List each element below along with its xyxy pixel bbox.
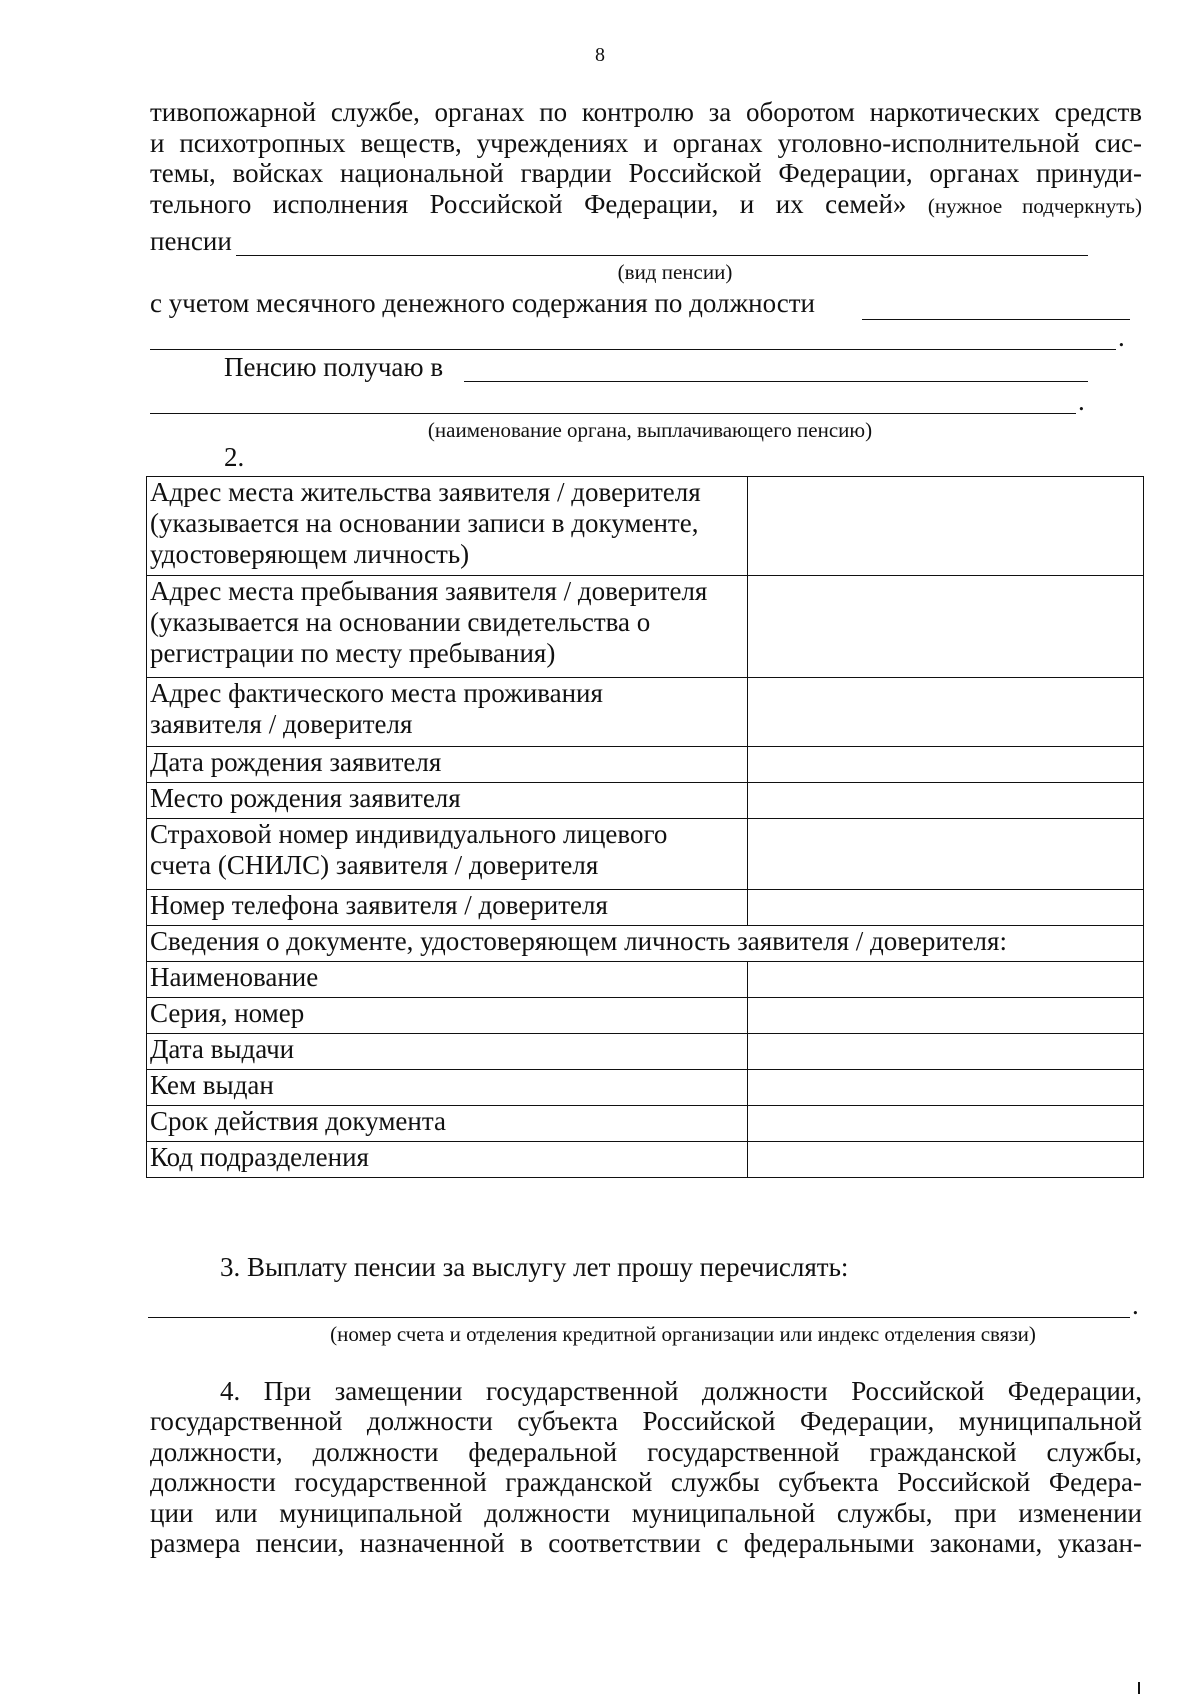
row-label: Дата рождения заявителя [147, 747, 748, 783]
table-row [147, 962, 1144, 998]
row-label: Адрес места пребывания заявителя / доверителя (указывается на основании свидетельства о регистрации по месту пребывания) [147, 576, 748, 678]
salary-label: с учетом месячного денежного содержания по должности [150, 288, 815, 318]
receive-caption: (наименование органа, выплачивающего пенсию) [427, 418, 873, 442]
row-label: Адрес места жительства заявителя / доверителя (указывается на основании записи в документе, удостоверяющем личность) [147, 477, 748, 576]
applicant-data-table [146, 476, 1144, 1178]
section-4-paragraph [150, 1376, 1142, 1558]
table-row [147, 1106, 1144, 1142]
intro-line: тивопожарной службе, органах по контролю за оборотом наркотических средств [150, 97, 1142, 127]
pension-type-caption: (вид пенсии) [617, 260, 733, 284]
table-row [147, 678, 1144, 747]
intro-paragraph [150, 97, 1142, 221]
intro-line: темы, войсках национальной гвардии Российской Федерации, органах принуди- [150, 158, 1142, 188]
intro-line: и психотропных веществ, учреждениях и органах уголовно-исполнительной сис- [150, 127, 1142, 158]
row-label: Номер телефона заявителя / доверителя [147, 890, 748, 926]
row-value-field[interactable] [748, 962, 1144, 998]
row-label: Наименование [147, 962, 748, 998]
row-value-field[interactable] [748, 998, 1144, 1034]
period: . [1132, 1290, 1139, 1320]
table-row [147, 576, 1144, 678]
period: . [1118, 322, 1125, 352]
row-value-field[interactable] [748, 747, 1144, 783]
table-row [147, 819, 1144, 890]
scan-mark [1138, 1682, 1140, 1694]
underline-note: (нужное подчеркнуть) [927, 193, 1142, 218]
salary-position-field[interactable] [862, 292, 1130, 320]
section-4-line: ции или муниципальной должности муниципальной службы, при изменении [150, 1497, 1142, 1528]
section-3-text: 3. Выплату пенсии за выслугу лет прошу перечислять: [220, 1252, 849, 1282]
row-value-field[interactable] [748, 1070, 1144, 1106]
row-label: Адрес фактического места проживания заявителя / доверителя [147, 678, 748, 747]
row-label: Код подразделения [147, 1142, 748, 1178]
page-number: 8 [595, 44, 605, 66]
table-row [147, 1142, 1144, 1178]
bank-account-field[interactable] [148, 1290, 1130, 1318]
section-4-line: должности, должности федеральной государственной гражданской службы, [150, 1436, 1142, 1467]
row-label: Дата выдачи [147, 1034, 748, 1070]
table-row [147, 1034, 1144, 1070]
table-row [147, 747, 1144, 783]
table-row [147, 1070, 1144, 1106]
row-value-field[interactable] [748, 477, 1144, 576]
section-4-line: должности государственной гражданской службы субъекта Российской Федера- [150, 1467, 1142, 1498]
intro-line: тельного исполнения Российской Федерации, и их семей» (нужное подчеркнуть) [150, 188, 1142, 219]
pension-type-field[interactable] [236, 228, 1088, 256]
table-row [147, 998, 1144, 1034]
row-value-field[interactable] [748, 678, 1144, 747]
table-row [147, 926, 1144, 962]
row-label: Место рождения заявителя [147, 783, 748, 819]
paying-body-field-2[interactable] [150, 386, 1076, 414]
table-row [147, 477, 1144, 576]
receive-label: Пенсию получаю в [224, 352, 444, 382]
section-2-number: 2. [224, 442, 245, 472]
row-label: Срок действия документа [147, 1106, 748, 1142]
salary-position-field-2[interactable] [150, 322, 1116, 350]
row-label: Кем выдан [147, 1070, 748, 1106]
row-value-field[interactable] [748, 819, 1144, 890]
period: . [1078, 386, 1085, 416]
paying-body-field[interactable] [464, 354, 1088, 382]
table-row [147, 890, 1144, 926]
section-3-caption: (номер счета и отделения кредитной организации или индекс отделения связи) [330, 1322, 1036, 1346]
section-4-line: 4. При замещении государственной должности Российской Федерации, [220, 1376, 1142, 1406]
document-section-header: Сведения о документе, удостоверяющем личность заявителя / доверителя: [147, 926, 1144, 962]
section-4-line: размера пенсии, назначенной в соответствии с федеральными законами, указан- [150, 1528, 1142, 1559]
row-value-field[interactable] [748, 890, 1144, 926]
pension-label: пенсии [150, 226, 232, 256]
row-value-field[interactable] [748, 1034, 1144, 1070]
row-value-field[interactable] [748, 783, 1144, 819]
row-value-field[interactable] [748, 1142, 1144, 1178]
row-value-field[interactable] [748, 576, 1144, 678]
section-4-line: государственной должности субъекта Российской Федерации, муниципальной [150, 1406, 1142, 1437]
table-row [147, 783, 1144, 819]
row-label: Серия, номер [147, 998, 748, 1034]
row-value-field[interactable] [748, 1106, 1144, 1142]
row-label: Страховой номер индивидуального лицевого счета (СНИЛС) заявителя / доверителя [147, 819, 748, 890]
